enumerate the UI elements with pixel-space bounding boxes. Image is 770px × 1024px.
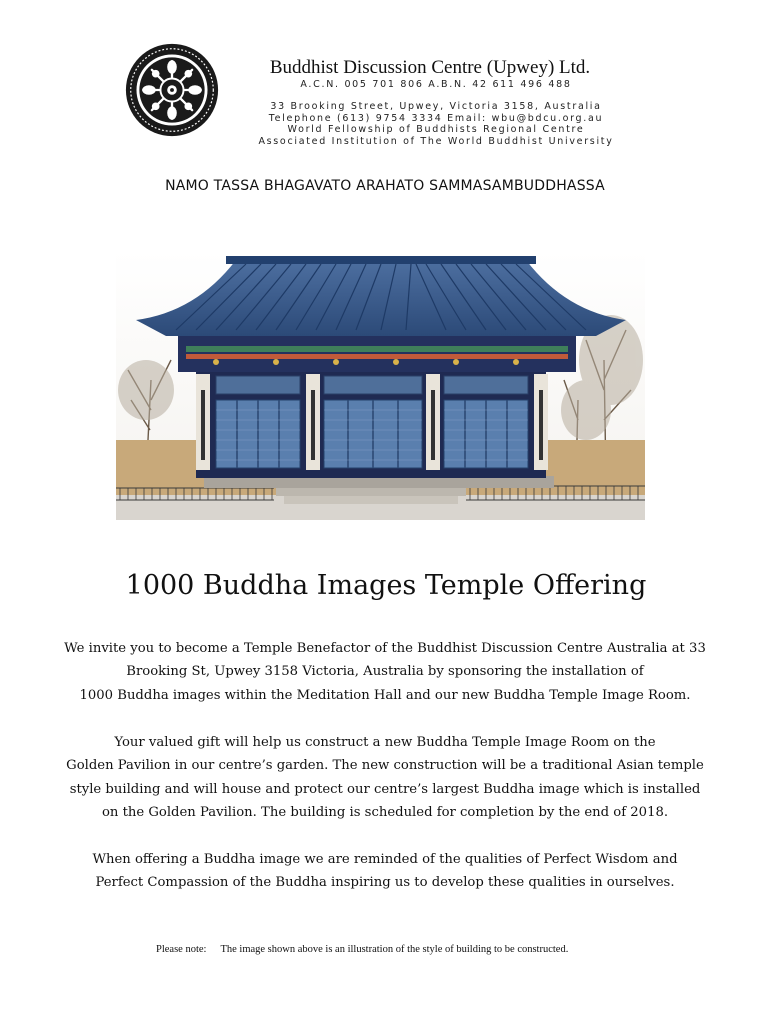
registration-numbers: A.C.N. 005 701 806 A.B.N. 42 611 496 488: [300, 79, 572, 90]
contact-details: Telephone (613) 9754 3334 Email: wbu@bdcu.org.au: [268, 113, 604, 124]
footnote-text: The image shown above is an illustration of the style of building to be constructed.: [220, 944, 569, 955]
paragraph-line: Your valued gift will help us construct a new Buddha Temple Image Room on the: [114, 735, 656, 750]
paragraph-line: Brooking St, Upwey 3158 Victoria, Australia by sponsoring the installation of: [126, 664, 644, 680]
footnote: [156, 944, 568, 955]
paragraph-line: on the Golden Pavilion. The building is scheduled for completion by the end of 2018.: [101, 804, 669, 820]
paragraph-line: Golden Pavilion in our centre’s garden. The new construction will be a traditional Asian temple: [66, 758, 704, 774]
invocation-text: NAMO TASSA BHAGAVATO ARAHATO SAMMASAMBUDDHASSA: [165, 178, 605, 194]
page-title: 1000 Buddha Images Temple Offering: [125, 570, 647, 601]
organization-name: Buddhist Discussion Centre (Upwey) Ltd.: [269, 57, 591, 78]
paragraph-line: Perfect Compassion of the Buddha inspiring us to develop these qualities in ourselves.: [95, 875, 675, 891]
fellowship-line: World Fellowship of Buddhists Regional Centre: [287, 124, 585, 135]
invitation-paragraph: [30, 637, 740, 707]
paragraph-line: We invite you to become a Temple Benefactor of the Buddhist Discussion Centre Australia at 33: [64, 641, 706, 656]
street-address: 33 Brooking Street, Upwey, Victoria 3158, Australia: [270, 101, 602, 112]
construction-paragraph: [30, 731, 740, 824]
paragraph-line: When offering a Buddha image we are reminded of the qualities of Perfect Wisdom and: [92, 852, 678, 867]
footnote-label: Please note:: [156, 944, 207, 955]
temple-photo: [116, 250, 645, 520]
association-line: Associated Institution of The World Buddhist University: [258, 136, 614, 147]
paragraph-line: 1000 Buddha images within the Meditation Hall and our new Buddha Temple Image Room.: [79, 687, 691, 703]
qualities-paragraph: [30, 848, 740, 895]
paragraph-line: style building and will house and protect our centre’s largest Buddha image which is installed: [69, 781, 701, 797]
